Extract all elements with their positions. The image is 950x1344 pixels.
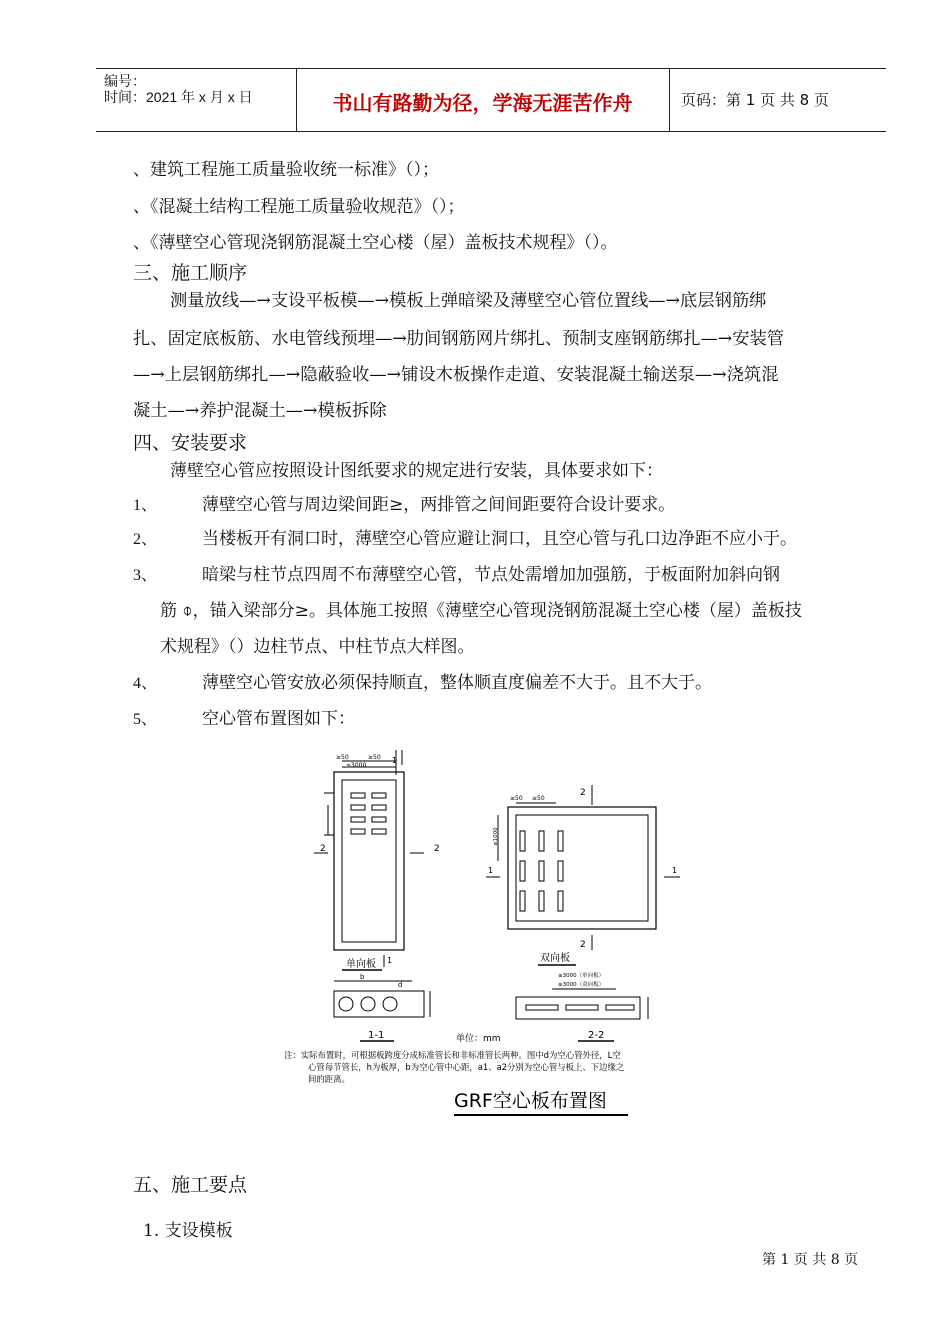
double-mark-1-left: 1 (488, 866, 494, 875)
ref-line-3: 、《薄壁空心管现浇钢筋混凝土空心楼（屋）盖板技术规程》（）。 (133, 233, 618, 253)
page-info-text: 页码：第 1 页 共 8 页 (681, 91, 829, 109)
item-3-cont-1: 筋 ⌽，锚入梁部分≥。具体施工按照《薄壁空心管现浇钢筋混凝土空心楼（屋）盖板技 (160, 601, 802, 621)
section3-title: 三、施工顺序 (133, 262, 248, 284)
sec1-mark-b: b (360, 973, 365, 981)
unit-label: 单位：mm (456, 1034, 501, 1044)
sec2-dim-single: ≤3000（单向板） (558, 973, 605, 979)
single-dim-50b: ≥50 (368, 754, 381, 761)
item-5-text: 空心管布置图如下： (202, 709, 355, 729)
double-dim-1000: ≤1000 (493, 827, 499, 846)
ref-line-1: 、建筑工程施工质量验收统一标准》（）； (133, 160, 439, 180)
single-mark-2-right: 2 (434, 844, 440, 854)
item-4-num: 4、 (133, 675, 158, 692)
section3-line-2: 扎、固定底板筋、水电管线预埋—→肋间钢筋网片绑扎、预制支座钢筋绑扎—→安装管 (133, 329, 785, 349)
item-2-text: 当楼板开有洞口时，薄壁空心管应避让洞口，且空心管与孔口边净距不应小于。 (202, 529, 797, 549)
item-4-text: 薄壁空心管安放必须保持顺直，整体顺直度偏差不大于。且不大于。 (202, 673, 712, 693)
header-page-info (669, 69, 886, 131)
section5-title: 五、施工要点 (133, 1174, 248, 1196)
sec1-mark-d: d (398, 981, 403, 989)
double-dim-50a: ≥50 (510, 795, 523, 802)
section3-line-1: 测量放线—→支设平板模—→模板上弹暗梁及薄壁空心管位置线—→底层钢筋绑 (170, 291, 767, 311)
header-motto (296, 69, 670, 131)
single-dim-50a: ≥50 (336, 754, 349, 761)
motto-text: 书山有路勤为径，学海无涯苦作舟 (332, 91, 633, 115)
section3-line-3: —→上层钢筋绑扎—→隐蔽验收—→铺设木板操作走道、安装混凝土输送泵—→浇筑混 (133, 365, 779, 385)
item-1-num: 1、 (133, 497, 158, 514)
double-slab-drawing (486, 785, 680, 950)
figure-title: GRF空心板布置图 (454, 1090, 607, 1112)
double-slab-label: 双向板 (540, 953, 570, 964)
item-1-text: 薄壁空心管与周边梁间距≥，两排管之间间距要符合设计要求。 (202, 495, 676, 515)
double-mark-1-right: 1 (672, 866, 678, 875)
section-2-2-drawing (516, 989, 648, 1019)
double-dim-50b: ≥50 (532, 795, 545, 802)
single-mark-1-top: 1 (392, 756, 398, 765)
section4-intro: 薄壁空心管应按照设计图纸要求的规定进行安装，具体要求如下： (170, 461, 663, 481)
section5-sub1: 1. 支设模板 (143, 1221, 233, 1241)
single-mark-1-bottom: 1 (387, 956, 393, 965)
single-slab-label: 单向板 (346, 959, 376, 970)
page-footer: 第 1 页 共 8 页 (762, 1252, 859, 1268)
section-2-2-label: 2-2 (588, 1030, 605, 1041)
ref-line-2: 、《混凝土结构工程施工质量验收规范》（）； (133, 197, 465, 217)
note-line-3: 间的距离。 (308, 1074, 350, 1084)
sec2-dim-double: ≤3000（双向板） (558, 982, 605, 988)
item-5-num: 5、 (133, 711, 158, 728)
item-3-text: 暗梁与柱节点四周不布薄壁空心管，节点处需增加加强筋，于板面附加斜向钢 (202, 565, 780, 585)
layout-figure (270, 745, 730, 1130)
code-label: 编号： (104, 73, 146, 89)
item-3-cont-2: 术规程》（）边柱节点、中柱节点大样图。 (160, 637, 475, 657)
section4-title: 四、安装要求 (133, 432, 248, 454)
section-1-1-label: 1-1 (368, 1030, 385, 1041)
item-2-num: 2、 (133, 531, 158, 548)
section-1-1-drawing (334, 981, 430, 1017)
single-slab-drawing (314, 750, 424, 967)
item-3-num: 3、 (133, 567, 158, 584)
note-line-2: 心管每节管长，h为板厚，b为空心管中心距，a1、a2分别为空心管与板上、下边缘之 (308, 1062, 625, 1072)
double-mark-2-bottom: 2 (580, 940, 586, 950)
section3-line-4: 凝土—→养护混凝土—→模板拆除 (133, 401, 387, 421)
single-dim-3000: ≤3000 (346, 762, 367, 769)
double-mark-2-top: 2 (580, 788, 586, 798)
note-line-1: 注：实际布置时，可根据板跨度分成标准管长和非标准管长两种。图中d为空心管外径，L空 (284, 1050, 621, 1060)
header-meta (96, 69, 297, 131)
time-label: 时间：2021 年 x 月 x 日 (104, 89, 253, 105)
single-mark-2-left: 2 (320, 844, 326, 854)
page-header (96, 68, 886, 132)
